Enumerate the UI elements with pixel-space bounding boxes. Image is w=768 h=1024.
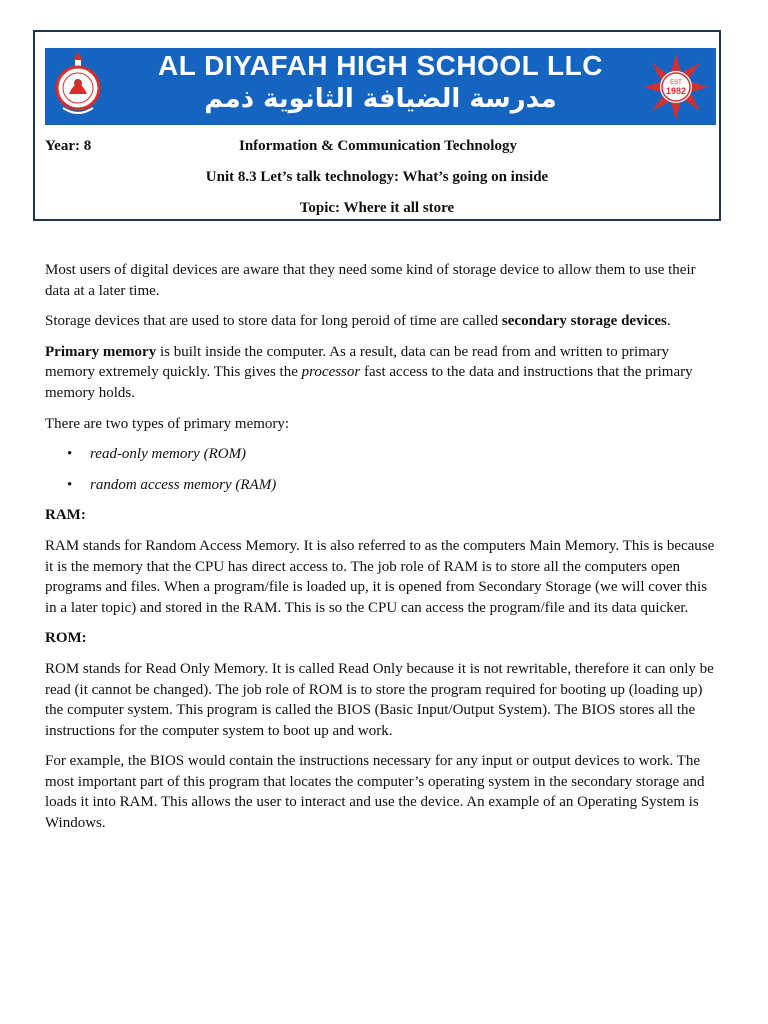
subject-title: Information & Communication Technology: [239, 138, 517, 154]
school-name-arabic: مدرسة الضيافة الثانوية ذمم: [204, 84, 557, 114]
school-banner: [45, 48, 716, 125]
secondary-storage-paragraph: Storage devices that are used to store data for long peroid of time are called secondary storage devices.: [45, 313, 671, 330]
est-label: EST: [670, 80, 682, 86]
rom-heading: ROM:: [45, 630, 87, 647]
year-label: Year: 8: [45, 138, 92, 154]
document-body: [45, 260, 720, 844]
intro-paragraph: Most users of digital devices are aware that they need some kind of storage device to allow them to use their data at a later time.: [45, 262, 696, 299]
processor-term: processor: [301, 364, 361, 381]
rom-paragraph: ROM stands for Read Only Memory. It is called Read Only because it is not rewritable, therefore it can only be read (it cannot be changed). The job role of ROM is to store the program required for booting up (loading up) the computer system. This program is called the BIOS (Basic Input/Output System). The BIOS stores all the instructions for the computer system to boot up and work.: [45, 660, 714, 739]
ram-paragraph: RAM stands for Random Access Memory. It is also referred to as the computers Main Memory. This is because it is the memory that the CPU has direct access to. The job role of RAM is to store all the computers open programs and files. When a program/file is loaded up, it is opened from Secondary Storage (we will cover this in a later topic) and stored in the RAM. This is so the CPU can access the program/file and its data quicker.: [45, 537, 715, 616]
list-item: • read-only memory (ROM): [67, 444, 720, 465]
list-item: • random access memory (RAM): [67, 475, 720, 496]
primary-memory-term: Primary memory: [45, 343, 157, 360]
unit-title: Unit 8.3 Let’s talk technology: What’s going on inside: [205, 169, 549, 185]
topic-title: Topic: Where it all store: [299, 200, 455, 216]
primary-memory-paragraph: Primary memory is built inside the computer. As a result, data can be read from and written to primary memory extremely quickly. This gives the processor fast access to the data and instructions that the primary memory holds.: [45, 343, 693, 401]
memory-types-intro: There are two types of primary memory:: [45, 415, 290, 432]
secondary-storage-term: secondary storage devices: [501, 313, 667, 330]
est-year: 1982: [665, 86, 687, 96]
memory-types-list: [67, 444, 720, 495]
school-name: AL DIYAFAH HIGH SCHOOL LLC: [158, 50, 603, 81]
ram-heading: RAM:: [45, 507, 86, 524]
anniversary-emblem-icon: [641, 52, 711, 122]
document-header: [33, 30, 721, 221]
bios-example-paragraph: For example, the BIOS would contain the instructions necessary for any input or output devices to work. The most important part of this program that locates the computer’s operating system in the secondary storage and loads it into RAM. This allows the user to interact and use the device. An example of an Operating System is Windows.: [45, 753, 705, 832]
